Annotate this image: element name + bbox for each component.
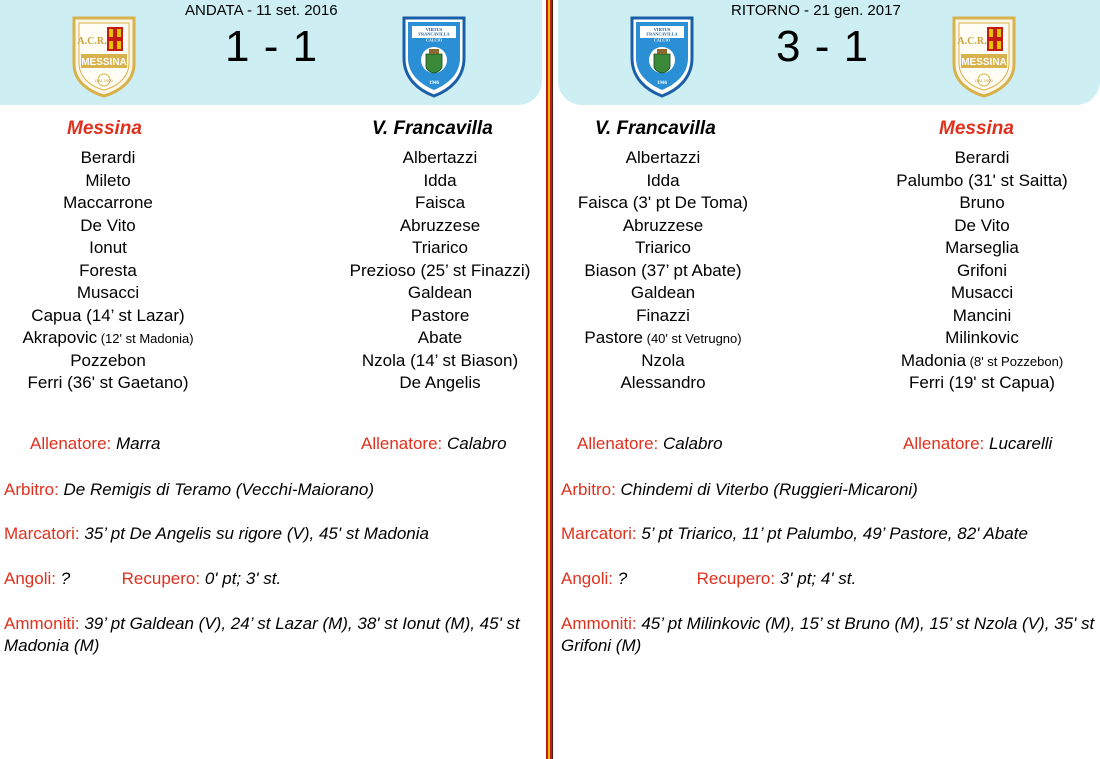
ritorno-scorers bbox=[561, 523, 1096, 545]
player-item bbox=[556, 215, 770, 238]
messina-logo-name: MESSINA bbox=[961, 57, 1007, 68]
player-item bbox=[0, 327, 216, 350]
andata-away-team: V. Francavilla bbox=[372, 118, 493, 139]
player-substitution: (8' st Pozzebon) bbox=[966, 353, 1064, 369]
ritorno-away-lineup bbox=[874, 147, 1090, 395]
player-item bbox=[333, 237, 547, 260]
player-item bbox=[333, 372, 547, 395]
andata-scorers bbox=[4, 523, 539, 545]
player-name: Ionut bbox=[89, 238, 127, 257]
ritorno-home-team: V. Francavilla bbox=[595, 118, 716, 139]
francavilla-logo-sub: CALCIO bbox=[653, 37, 671, 43]
andata-home-lineup bbox=[0, 147, 216, 395]
player-item bbox=[874, 350, 1090, 373]
player-item bbox=[333, 282, 547, 305]
player-name: Grifoni bbox=[956, 260, 1008, 280]
coach-name: Lucarelli bbox=[989, 434, 1053, 453]
player-name: De Angelis bbox=[399, 373, 481, 392]
francavilla-logo-sub: CALCIO bbox=[425, 37, 443, 43]
player-name: De Vito bbox=[954, 215, 1010, 235]
player-item bbox=[556, 282, 770, 305]
player-item bbox=[874, 372, 1090, 395]
player-item bbox=[0, 305, 216, 328]
coach-name: Calabro bbox=[447, 434, 507, 453]
player-name: Galdean bbox=[407, 283, 473, 302]
ritorno-away-coach bbox=[903, 434, 1052, 454]
messina-logo-top: A.C.R. bbox=[77, 36, 107, 47]
player-item bbox=[556, 192, 770, 215]
referee-label: Arbitro: bbox=[561, 480, 616, 499]
recovery-value: 3' pt; 4' st. bbox=[779, 569, 857, 588]
player-item bbox=[333, 260, 547, 283]
ritorno-score: 3 - 1 bbox=[776, 22, 870, 71]
player-item bbox=[556, 147, 770, 170]
player-item bbox=[333, 215, 547, 238]
andata-referee bbox=[4, 479, 539, 501]
player-name: Ferri (36' st Gaetano) bbox=[27, 373, 189, 392]
coach-name: Calabro bbox=[663, 434, 723, 453]
player-item bbox=[874, 237, 1090, 260]
player-name: Musacci bbox=[950, 283, 1014, 302]
player-item bbox=[556, 350, 770, 373]
player-item bbox=[874, 192, 1090, 215]
player-name: Albertazzi bbox=[402, 148, 478, 167]
andata-score: 1 - 1 bbox=[225, 22, 319, 71]
messina-logo-top: A.C.R. bbox=[957, 36, 987, 47]
ritorno-label: RITORNO - 21 gen. 2017 bbox=[731, 2, 901, 19]
andata-panel bbox=[0, 0, 544, 759]
player-item bbox=[333, 327, 547, 350]
coach-name: Marra bbox=[116, 434, 161, 453]
andata-away-coach bbox=[361, 434, 507, 454]
player-name: Capua (14’ st Lazar) bbox=[31, 305, 185, 325]
player-item bbox=[333, 147, 547, 170]
messina-logo-year: DAL 1900 bbox=[975, 78, 993, 83]
player-name: Foresta bbox=[79, 260, 137, 280]
player-name: Nzola (14’ st Biason) bbox=[361, 350, 519, 370]
recovery-label: Recupero: bbox=[696, 569, 776, 588]
francavilla-logo-name: FRANCAVILLA bbox=[646, 31, 678, 37]
coach-label: Allenatore: bbox=[903, 434, 985, 453]
player-name: Galdean bbox=[630, 283, 696, 302]
player-name: Abruzzese bbox=[622, 215, 704, 235]
player-name: Maccarrone bbox=[63, 193, 153, 212]
player-name: Abruzzese bbox=[399, 215, 481, 235]
player-item bbox=[874, 147, 1090, 170]
player-name: Mileto bbox=[85, 170, 131, 190]
player-name: Pozzebon bbox=[70, 350, 146, 370]
player-item bbox=[0, 237, 216, 260]
player-item bbox=[556, 372, 770, 395]
corners-value: ? bbox=[617, 569, 628, 588]
coach-label: Allenatore: bbox=[361, 434, 443, 453]
coach-label: Allenatore: bbox=[577, 434, 659, 453]
messina-crest-icon bbox=[70, 14, 138, 98]
player-name: Berardi bbox=[954, 148, 1010, 167]
player-item bbox=[0, 372, 216, 395]
player-name: Palumbo (31' st Saitta) bbox=[896, 170, 1068, 190]
player-item bbox=[0, 147, 216, 170]
scorers-label: Marcatori: bbox=[4, 524, 80, 543]
player-item bbox=[874, 327, 1090, 350]
player-substitution: (40' st Vetrugno) bbox=[643, 331, 742, 346]
francavilla-logo-year: 1946 bbox=[429, 81, 439, 86]
player-item bbox=[0, 260, 216, 283]
coach-label: Allenatore: bbox=[30, 434, 112, 453]
player-name: Musacci bbox=[76, 283, 140, 302]
player-name: Madonia bbox=[900, 350, 967, 370]
player-name: Ferri (19' st Capua) bbox=[909, 373, 1055, 392]
player-name: Mancini bbox=[952, 305, 1012, 325]
player-item bbox=[333, 305, 547, 328]
player-name: Bruno bbox=[959, 193, 1005, 212]
messina-crest-icon bbox=[950, 14, 1018, 98]
andata-away-lineup bbox=[333, 147, 547, 395]
ritorno-home-lineup bbox=[556, 147, 770, 395]
messina-logo-name: MESSINA bbox=[81, 57, 127, 68]
scorers-label: Marcatori: bbox=[561, 524, 637, 543]
player-item bbox=[556, 170, 770, 193]
player-item bbox=[874, 260, 1090, 283]
player-name: Milinkovic bbox=[945, 328, 1019, 347]
player-name: Marseglia bbox=[945, 238, 1019, 257]
player-item bbox=[333, 170, 547, 193]
francavilla-logo-top: VIRTUS bbox=[653, 27, 671, 32]
player-item bbox=[556, 327, 770, 350]
player-name: Nzola bbox=[641, 350, 685, 370]
referee-value: Chindemi di Viterbo (Ruggieri-Micaroni) bbox=[620, 480, 918, 499]
recovery-label: Recupero: bbox=[121, 569, 201, 588]
player-item bbox=[874, 215, 1090, 238]
andata-home-coach bbox=[30, 434, 160, 454]
player-name: Abate bbox=[417, 328, 463, 347]
booked-label: Ammoniti: bbox=[4, 614, 80, 633]
ritorno-booked bbox=[561, 613, 1096, 657]
player-name: Pastore bbox=[584, 328, 643, 347]
referee-value: De Remigis di Teramo (Vecchi-Maiorano) bbox=[63, 480, 375, 499]
player-name: Albertazzi bbox=[625, 148, 701, 167]
player-name: Prezioso (25’ st Finazzi) bbox=[349, 260, 531, 280]
corners-label: Angoli: bbox=[561, 569, 613, 588]
player-name: Akrapovic bbox=[22, 328, 98, 347]
player-item bbox=[333, 192, 547, 215]
andata-label: ANDATA - 11 set. 2016 bbox=[185, 2, 338, 19]
scorers-value: 35’ pt De Angelis su rigore (V), 45' st Madonia bbox=[84, 524, 429, 543]
player-item bbox=[874, 282, 1090, 305]
player-name: Faisca bbox=[414, 193, 466, 212]
andata-corners-recovery bbox=[4, 568, 539, 590]
player-name: Idda bbox=[423, 170, 457, 190]
player-item bbox=[0, 215, 216, 238]
flag-divider bbox=[544, 0, 556, 759]
player-item bbox=[0, 350, 216, 373]
andata-home-team: Messina bbox=[67, 118, 142, 139]
player-name: Berardi bbox=[80, 148, 136, 167]
ritorno-home-coach bbox=[577, 434, 723, 454]
francavilla-logo-name: FRANCAVILLA bbox=[418, 31, 450, 37]
ritorno-away-team: Messina bbox=[939, 118, 1014, 139]
player-item bbox=[556, 237, 770, 260]
booked-value: 45’ pt Milinkovic (M), 15’ st Bruno (M), 15’ st Nzola (V), 35' st Grifoni (M) bbox=[561, 614, 1095, 655]
booked-value: 39’ pt Galdean (V), 24’ st Lazar (M), 38' st Ionut (M), 45' st Madonia (M) bbox=[4, 614, 520, 655]
player-name: Alessandro bbox=[620, 373, 706, 392]
player-item bbox=[0, 192, 216, 215]
player-item bbox=[0, 170, 216, 193]
player-item bbox=[874, 170, 1090, 193]
player-name: Triarico bbox=[411, 238, 469, 257]
recovery-value: 0' pt; 3' st. bbox=[204, 569, 282, 588]
scorers-value: 5’ pt Triarico, 11’ pt Palumbo, 49’ Pastore, 82' Abate bbox=[641, 524, 1028, 543]
referee-label: Arbitro: bbox=[4, 480, 59, 499]
player-name: Biason (37’ pt Abate) bbox=[584, 260, 742, 280]
francavilla-crest-icon bbox=[400, 14, 468, 98]
francavilla-logo-top: VIRTUS bbox=[425, 27, 443, 32]
player-item bbox=[556, 260, 770, 283]
andata-booked bbox=[4, 613, 539, 657]
player-name: Idda bbox=[646, 170, 680, 190]
player-name: Finazzi bbox=[636, 305, 690, 325]
ritorno-panel bbox=[556, 0, 1100, 759]
ritorno-corners-recovery bbox=[561, 568, 1096, 590]
player-name: Pastore bbox=[410, 305, 470, 325]
player-name: De Vito bbox=[80, 215, 136, 235]
player-name: Faisca (3' pt De Toma) bbox=[577, 193, 749, 212]
messina-logo-year: DAL 1900 bbox=[95, 78, 113, 83]
player-name: Triarico bbox=[634, 238, 692, 257]
player-item bbox=[874, 305, 1090, 328]
ritorno-referee bbox=[561, 479, 1096, 501]
francavilla-logo-year: 1946 bbox=[657, 81, 667, 86]
player-item bbox=[333, 350, 547, 373]
player-item bbox=[556, 305, 770, 328]
booked-label: Ammoniti: bbox=[561, 614, 637, 633]
francavilla-crest-icon bbox=[628, 14, 696, 98]
player-item bbox=[0, 282, 216, 305]
player-substitution: (12' st Madonia) bbox=[97, 331, 194, 346]
corners-value: ? bbox=[60, 569, 71, 588]
corners-label: Angoli: bbox=[4, 569, 56, 588]
